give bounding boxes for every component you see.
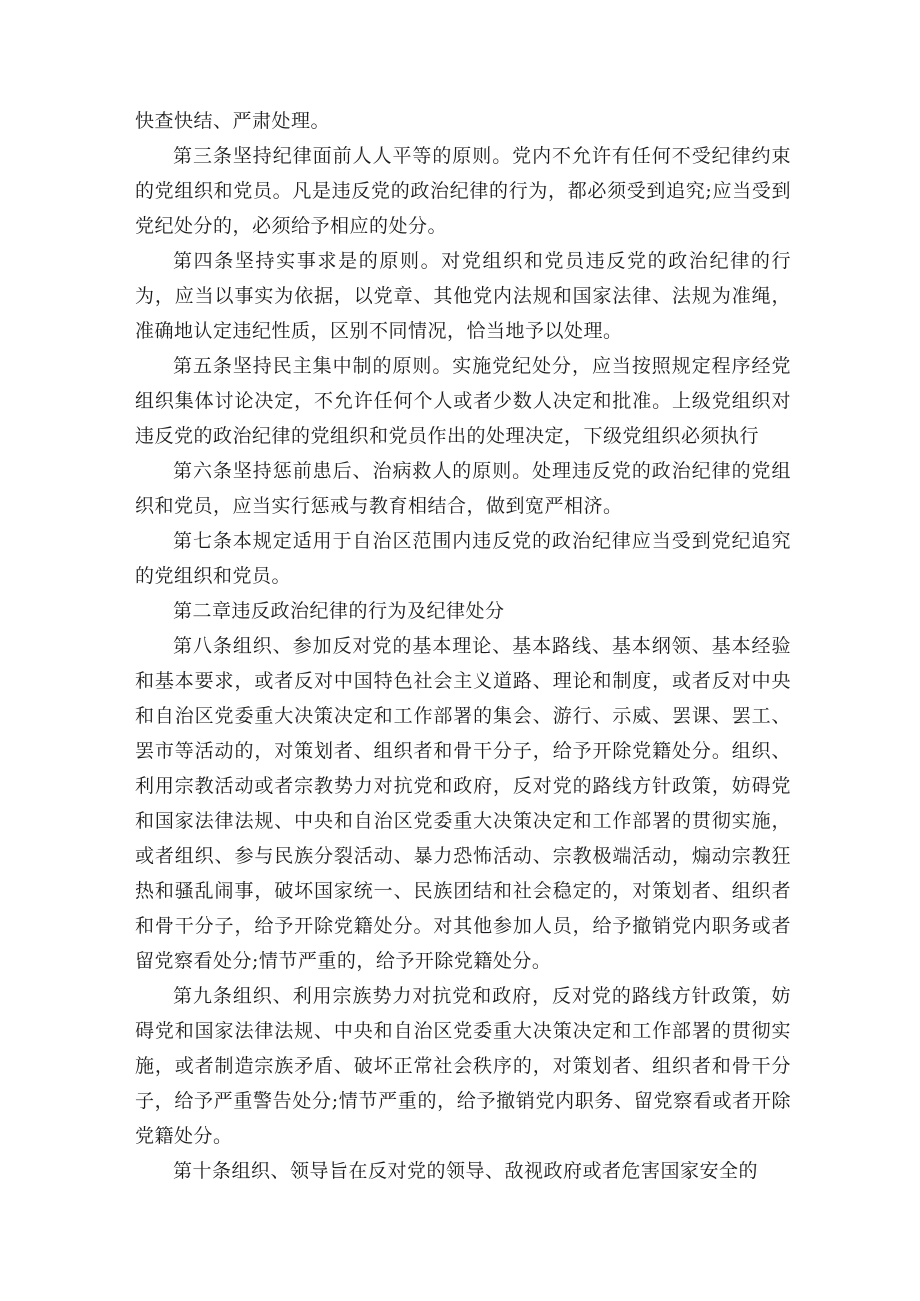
paragraph-article-8: 第八条组织、参加反对党的基本理论、基本路线、基本纲领、基本经验和基本要求，或者反对中国特色社会主义道路、理论和制度，或者反对中央和自治区党委重大决策决定和工作部署的集会、游行、示威、罢课、罢工、罢市等活动的，对策划者、组织者和骨干分子，给予开除党籍处分。组织、利用宗教活动或者宗教势力对抗党和政府，反对党的路线方针政策，妨碍党和国家法律法规、中央和自治区党委重大决策决定和工作部署的贯彻实施，或者组织、参与民族分裂活动、暴力恐怖活动、宗教极端活动，煽动宗教狂热和骚乱闹事，破坏国家统一、民族团结和社会稳定的，对策划者、组织者和骨干分子，给予开除党籍处分。对其他参加人员，给予撤销党内职务或者留党察看处分;情节严重的，给予开除党籍处分。 [135,635,791,972]
paragraph-article-9: 第九条组织、利用宗族势力对抗党和政府，反对党的路线方针政策，妨碍党和国家法律法规、中央和自治区党委重大决策决定和工作部署的贯彻实施，或者制造宗族矛盾、破坏正常社会秩序的，对策划者、组织者和骨干分子，给予严重警告处分;情节严重的，给予撤销党内职务、留党察看或者开除党籍处分。 [135,985,791,1147]
document-body [135,104,791,1189]
paragraph-article-7: 第七条本规定适用于自治区范围内违反党的政治纪律应当受到党纪追究的党组织和党员。 [135,530,791,587]
paragraph-continuation: 快查快结、严肃处理。 [135,110,331,132]
paragraph-article-6: 第六条坚持惩前患后、治病救人的原则。处理违反党的政治纪律的党组织和党员，应当实行惩戒与教育相结合，做到宽严相济。 [135,460,791,517]
paragraph-article-3: 第三条坚持纪律面前人人平等的原则。党内不允许有任何不受纪律约束的党组织和党员。凡是违反党的政治纪律的行为，都必须受到追究;应当受到党纪处分的，必须给予相应的处分。 [135,145,791,237]
paragraph-article-5: 第五条坚持民主集中制的原则。实施党纪处分，应当按照规定程序经党组织集体讨论决定，不允许任何个人或者少数人决定和批准。上级党组织对违反党的政治纪律的党组织和党员作出的处理决定，下级党组织必须执行 [135,355,791,447]
paragraph-article-4: 第四条坚持实事求是的原则。对党组织和党员违反党的政治纪律的行为，应当以事实为依据，以党章、其他党内法规和国家法律、法规为准绳，准确地认定违纪性质，区别不同情况，恰当地予以处理。 [135,250,791,342]
paragraph-article-10: 第十条组织、领导旨在反对党的领导、敌视政府或者危害国家安全的 [173,1160,759,1182]
chapter-heading: 第二章违反政治纪律的行为及纪律处分 [173,600,505,622]
